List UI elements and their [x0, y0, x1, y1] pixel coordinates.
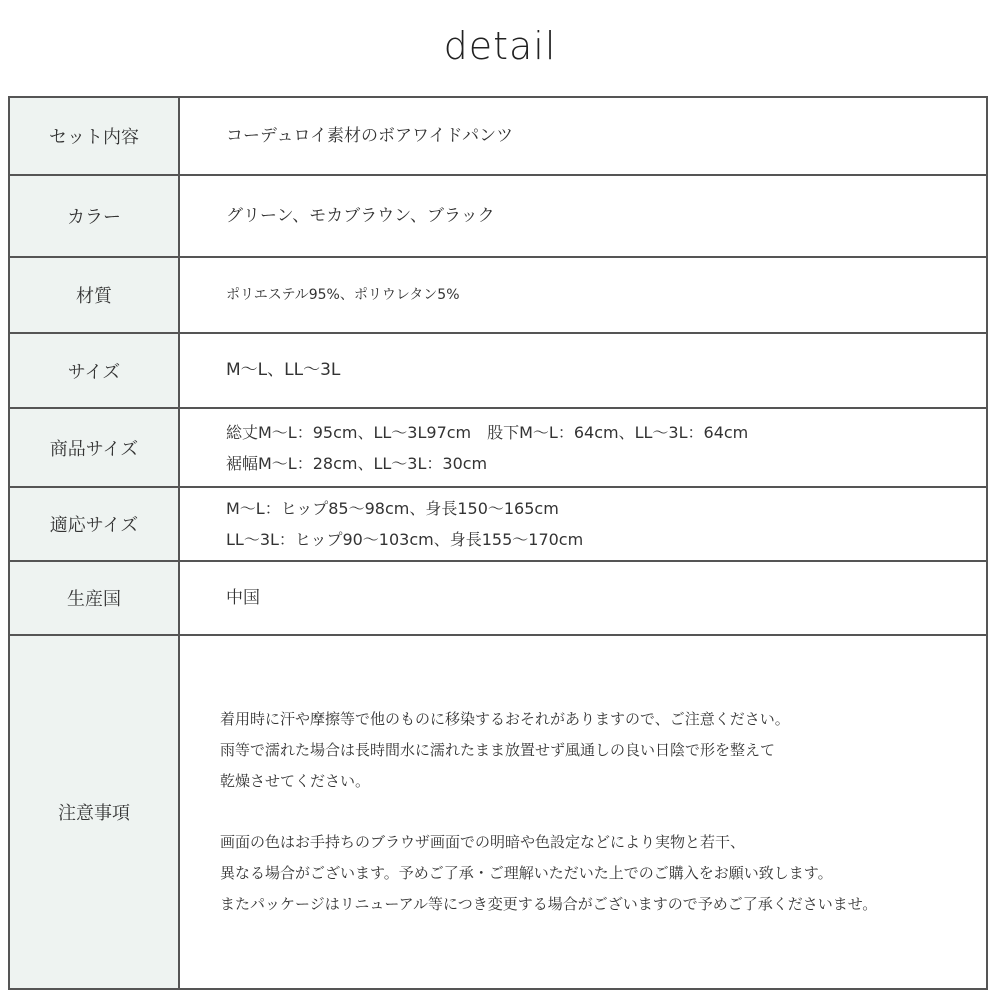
row-value — [180, 258, 986, 332]
row-notes — [10, 636, 986, 988]
notes-line: またパッケージはリニューアル等につき変更する場合がございますので予めご了承くださいませ。 — [220, 895, 878, 913]
row-label: サイズ — [10, 334, 180, 407]
row-value-line: 裾幅M～L：28cm、LL～3L：30cm — [226, 453, 488, 473]
row-material — [10, 258, 986, 334]
row-value — [180, 409, 986, 486]
row-value — [180, 488, 986, 560]
row-value-line: 中国 — [226, 587, 260, 608]
row-size — [10, 334, 986, 409]
row-label: 生産国 — [10, 562, 180, 634]
row-label: カラー — [10, 176, 180, 256]
row-value-line: M～L、LL～3L — [226, 360, 341, 380]
row-country — [10, 562, 986, 636]
row-set-contents — [10, 98, 986, 176]
row-label: 材質 — [10, 258, 180, 332]
row-value-line: LL～3L：ヒップ90～103cm、身長155～170cm — [226, 530, 584, 549]
page-title: detail — [443, 24, 557, 68]
notes-line: 異なる場合がございます。予めご了承・ご理解いただいた上でのご購入をお願い致します。 — [220, 864, 833, 882]
row-fit-size — [10, 488, 986, 562]
paragraph-gap — [220, 797, 986, 827]
row-label: 適応サイズ — [10, 488, 180, 560]
row-label: 商品サイズ — [10, 409, 180, 486]
notes-line: 雨等で濡れた場合は長時間水に濡れたまま放置せず風通しの良い日陰で形を整えて — [220, 741, 776, 759]
row-product-size — [10, 409, 986, 488]
row-value — [180, 562, 986, 634]
notes-line: 画面の色はお手持ちのブラウザ画面での明暗や色設定などにより実物と若干、 — [220, 833, 746, 851]
notes-line: 着用時に汗や摩擦等で他のものに移染するおそれがありますので、ご注意ください。 — [220, 710, 790, 728]
row-value-line: ポリエステル95%、ポリウレタン5% — [226, 286, 460, 303]
spec-table — [8, 96, 988, 990]
row-value-line: グリーン、モカブラウン、ブラック — [226, 205, 495, 226]
notes-line: 乾燥させてください。 — [220, 772, 371, 790]
row-label: セット内容 — [10, 98, 180, 174]
row-label: 注意事項 — [10, 636, 180, 988]
row-value-line: コーデュロイ素材のボアワイドパンツ — [226, 125, 514, 146]
notes-text — [180, 636, 986, 988]
row-value — [180, 176, 986, 256]
row-value-line: 総丈M～L：95cm、LL～3L97cm 股下M～L：64cm、LL～3L：64cm — [226, 422, 749, 442]
row-color — [10, 176, 986, 258]
row-value-line: M～L：ヒップ85～98cm、身長150～165cm — [226, 499, 559, 518]
row-value — [180, 98, 986, 174]
row-value — [180, 334, 986, 407]
